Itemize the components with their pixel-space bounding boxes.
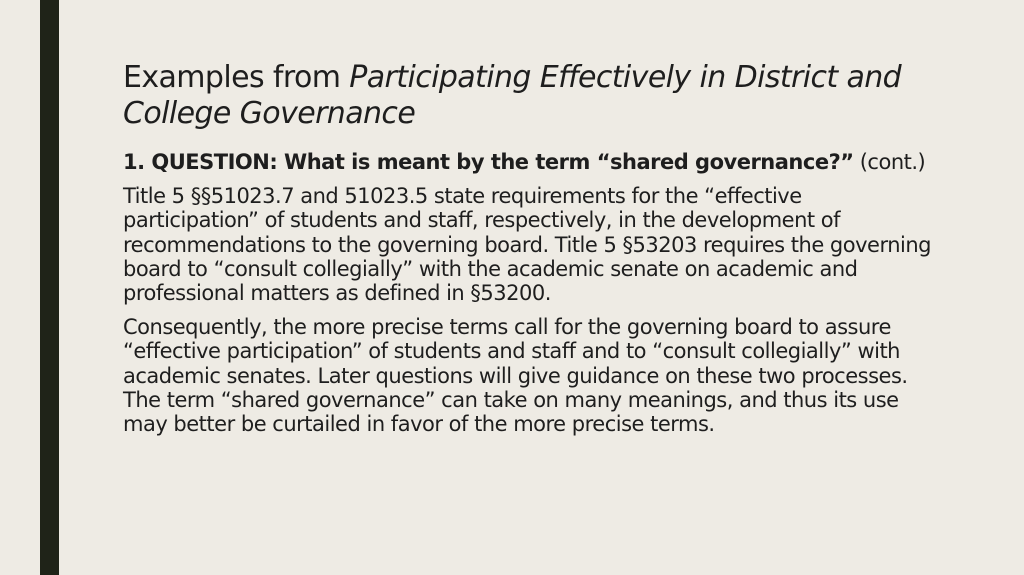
- title-italic: Participating Effectively in District and College Governance: [123, 60, 902, 131]
- paragraph-title5: Title 5 §§51023.7 and 51023.5 state requirements for the “effective participation” of students and staff, respectively, in the development of recommendations to the governing board. Title 5 §53203 requires the governing board to “consult collegially” with the academic senate on academic and professional matters as defined in §53200.: [123, 184, 931, 306]
- slide-title: [123, 60, 943, 132]
- question-heading: [123, 150, 933, 174]
- question-cont: (cont.): [853, 150, 926, 174]
- paragraph-consequently: Consequently, the more precise terms call for the governing board to assure “effective participation” of students and staff and to “consult collegially” with academic senates. Later questions will give guidance on these two processes. The term “shared governance” can take on many meanings, and thus its use may better be curtailed in favor of the more precise terms.: [123, 315, 908, 437]
- title-prefix: Examples from: [123, 60, 350, 95]
- slide-body: [123, 150, 933, 446]
- question-bold: 1. QUESTION: What is meant by the term “shared governance?”: [123, 150, 854, 174]
- accent-bar: [40, 0, 59, 575]
